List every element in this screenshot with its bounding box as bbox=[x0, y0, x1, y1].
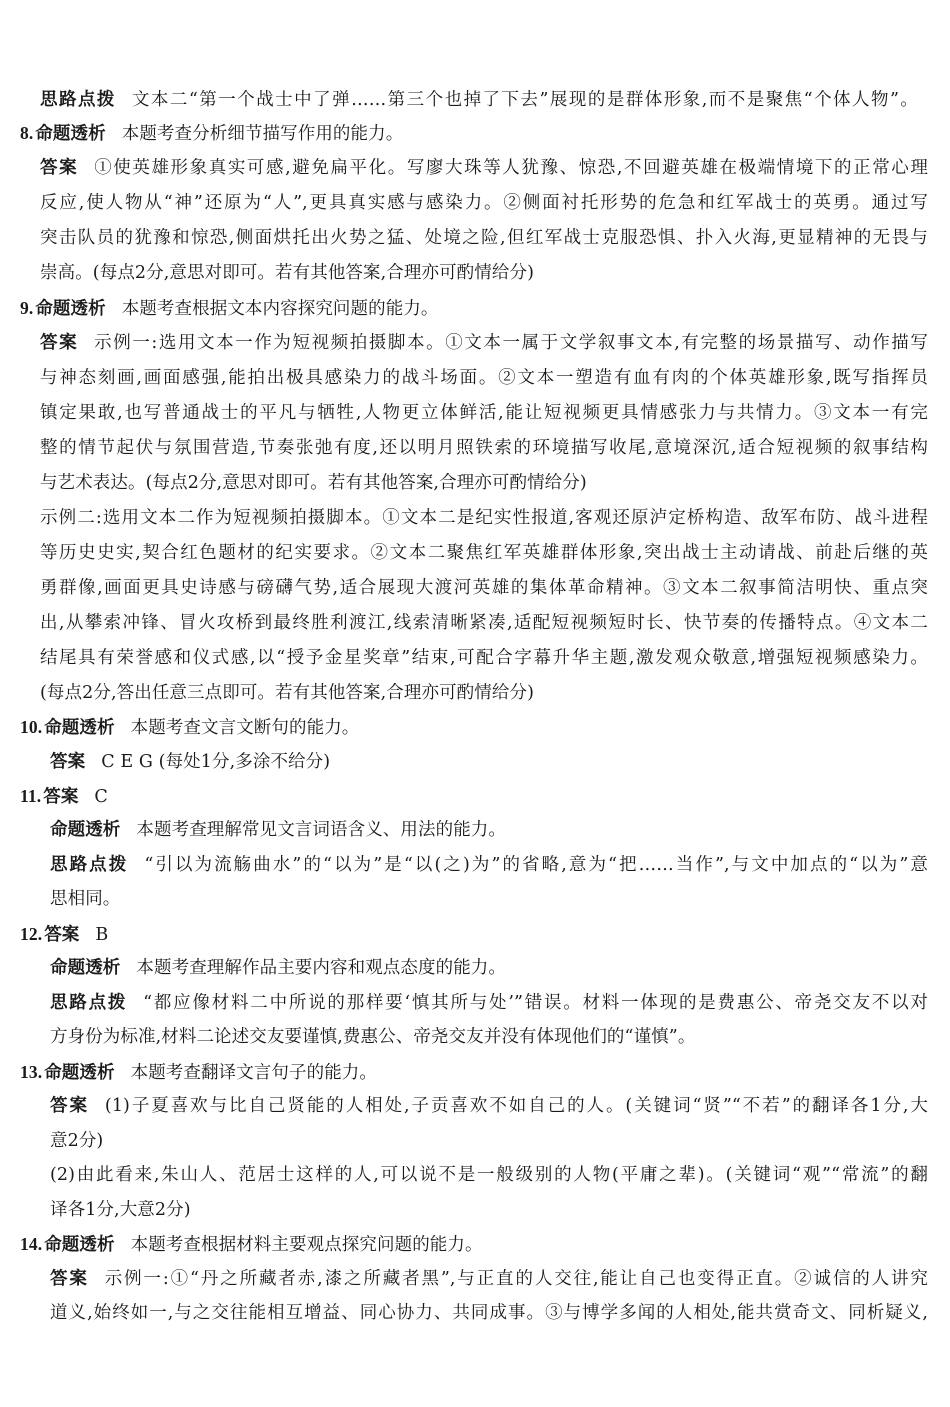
answer-line bbox=[40, 505, 928, 531]
section-label: 思路点拨 bbox=[50, 855, 129, 875]
text-run: 示例一:选用文本一作为短视频拍摄脚本。①文本一属于文学叙事文本,有完整的场景描写、动作描写 bbox=[94, 333, 928, 353]
text-run: “引以为流觞曲水”的“以为”是“以(之)为”的省略,意为“把……当作”,与文中加点的“以为”意 bbox=[144, 855, 928, 875]
text-run: 本题考查理解作品主要内容和观点态度的能力。 bbox=[136, 958, 507, 978]
answer-line bbox=[40, 190, 928, 216]
text-run: 反应,使人物从“神”还原为“人”,更具真实感与感染力。②侧面衬托形势的危急和红军战士的英勇。通过写 bbox=[40, 193, 928, 213]
answer-line bbox=[50, 1266, 928, 1292]
section-label: 命题透析 bbox=[35, 124, 106, 144]
section-label: 命题透析 bbox=[44, 718, 115, 738]
answer-choice: C bbox=[94, 787, 108, 807]
section-label: 命题透析 bbox=[44, 1063, 115, 1083]
text-run: 道义,始终如一,与之交往能相互增益、同心协力、共同成事。③与博学多闻的人相处,能共赏奇文、同析疑义, bbox=[50, 1303, 928, 1323]
text-run: 意2分) bbox=[50, 1131, 104, 1151]
question-8-header bbox=[20, 120, 403, 146]
answer-line bbox=[40, 400, 928, 426]
section-label: 答案 bbox=[40, 333, 79, 353]
question-number: 10. bbox=[20, 717, 43, 737]
text-run: 本题考查根据材料主要观点探究问题的能力。 bbox=[130, 1235, 483, 1255]
section-label: 答案 bbox=[40, 158, 79, 178]
answer-line bbox=[50, 886, 120, 912]
answer-line bbox=[40, 575, 928, 601]
answer-line bbox=[40, 470, 587, 496]
question-number: 12. bbox=[20, 924, 43, 944]
answer-line bbox=[40, 680, 534, 706]
question-11-header bbox=[20, 783, 108, 809]
text-run: 崇高。(每点2分,意思对即可。若有其他答案,合理亦可酌情给分) bbox=[40, 263, 535, 283]
question-number: 14. bbox=[20, 1234, 43, 1254]
question-number: 9. bbox=[20, 298, 34, 318]
section-label: 思路点拨 bbox=[50, 993, 128, 1013]
question-number: 13. bbox=[20, 1062, 43, 1082]
text-run: 勇群像,画面更具史诗感与磅礴气势,适合展现大渡河英雄的集体革命精神。③文本二叙事简洁明快、重点突 bbox=[40, 578, 928, 598]
answer-line bbox=[50, 1024, 695, 1050]
text-run: “都应像材料二中所说的那样要‘慎其所与处’”错误。材料一体现的是费惠公、帝尧交友不以对 bbox=[143, 993, 928, 1013]
answer-line bbox=[40, 225, 928, 251]
text-run: 结尾具有荣誉感和仪式感,以“授予金星奖章”结束,可配合字幕升华主题,激发观众敬意,增强短视频感染力。 bbox=[40, 648, 928, 668]
answer-line bbox=[40, 435, 928, 461]
answer-line bbox=[40, 330, 928, 356]
text-run: 方身份为标准,材料二论述交友要谨慎,费惠公、帝尧交友并没有体现他们的“谨慎”。 bbox=[50, 1027, 696, 1047]
thinking-hint-line bbox=[40, 87, 918, 113]
text-run: (1)子夏喜欢与比自己贤能的人相处,子贡喜欢不如自己的人。(关键词“贤”“不若”的翻译各1分,大 bbox=[104, 1096, 928, 1116]
answer-line bbox=[50, 955, 506, 981]
section-label: 命题透析 bbox=[50, 820, 121, 840]
answer-line bbox=[50, 1300, 928, 1326]
answer-line bbox=[40, 365, 928, 391]
text-run: C E G (每处1分,多涂不给分) bbox=[101, 752, 331, 772]
text-run: (2)由此看来,朱山人、范居士这样的人,可以说不是一般级别的人物(平庸之辈)。(关键词“观”“常流”的翻 bbox=[50, 1165, 928, 1185]
answer-line bbox=[50, 1197, 191, 1223]
text-run: 本题考查根据文本内容探究问题的能力。 bbox=[121, 299, 439, 319]
text-run: 镇定果敢,也写普通战士的平凡与牺牲,人物更立体鲜活,能让短视频更具情感张力与共情力。③文本一有完 bbox=[40, 403, 928, 423]
section-label: 答案 bbox=[43, 787, 79, 807]
answer-line bbox=[40, 260, 534, 286]
text-run: 本题考查翻译文言句子的能力。 bbox=[130, 1063, 377, 1083]
question-number: 8. bbox=[20, 123, 34, 143]
text-run: 与艺术表达。(每点2分,意思对即可。若有其他答案,合理亦可酌情给分) bbox=[40, 473, 587, 493]
section-label: 答案 bbox=[50, 752, 86, 772]
text-run: 本题考查理解常见文言词语含义、用法的能力。 bbox=[136, 820, 507, 840]
section-label: 答案 bbox=[50, 1096, 89, 1116]
answer-line bbox=[40, 610, 928, 636]
answer-line bbox=[50, 817, 506, 843]
question-10-header bbox=[20, 714, 359, 740]
text-run: 与神态刻画,画面感强,能拍出极具感染力的战斗场面。②文本一塑造有血有肉的个体英雄形象,既写指挥员 bbox=[40, 368, 928, 388]
answer-line bbox=[50, 749, 330, 775]
section-label: 命题透析 bbox=[50, 958, 121, 978]
text-run: (每点2分,答出任意三点即可。若有其他答案,合理亦可酌情给分) bbox=[40, 683, 535, 703]
answer-line bbox=[40, 155, 928, 181]
question-14-header bbox=[20, 1231, 483, 1257]
answer-line bbox=[50, 1162, 928, 1188]
answer-line bbox=[50, 990, 928, 1016]
section-label: 答案 bbox=[50, 1269, 89, 1289]
answer-line bbox=[50, 1093, 928, 1119]
text-run: 示例一:①“丹之所藏者赤,漆之所藏者黑”,与正直的人交往,能让自己也变得正直。②诚信的人讲究 bbox=[104, 1269, 929, 1289]
text-run: 突击队员的犹豫和惊恐,侧面烘托出火势之猛、处境之险,但红军战士克服恐惧、扑入火海,更显精神的无畏与 bbox=[40, 228, 928, 248]
text-run: 出,从攀索冲锋、冒火攻桥到最终胜利渡江,线索清晰紧凑,适配短视频短时长、快节奏的传播特点。④文本二 bbox=[40, 613, 928, 633]
text-run: 译各1分,大意2分) bbox=[50, 1200, 191, 1220]
section-label: 思路点拨 bbox=[40, 90, 116, 110]
question-number: 11. bbox=[20, 786, 42, 806]
section-label: 答案 bbox=[44, 925, 80, 945]
text-run: 思相同。 bbox=[50, 889, 121, 909]
answer-line bbox=[50, 1128, 103, 1154]
text-run: 等历史史实,契合红色题材的纪实要求。②文本二聚焦红军英雄群体形象,突出战士主动请战、前赴后继的英 bbox=[40, 543, 928, 563]
answer-choice: B bbox=[95, 925, 109, 945]
text-run: 本题考查分析细节描写作用的能力。 bbox=[121, 124, 404, 144]
text-run: 文本二“第一个战士中了弹……第三个也掉了下去”展现的是群体形象,而不是聚焦“个体人物”。 bbox=[131, 90, 919, 110]
answer-line bbox=[40, 645, 928, 671]
section-label: 命题透析 bbox=[35, 299, 106, 319]
text-run: 本题考查文言文断句的能力。 bbox=[130, 718, 360, 738]
text-run: 示例二:选用文本二作为短视频拍摄脚本。①文本二是纪实性报道,客观还原泸定桥构造、敌军布防、战斗进程 bbox=[40, 508, 928, 528]
answer-line bbox=[40, 540, 928, 566]
question-9-header bbox=[20, 295, 439, 321]
question-13-header bbox=[20, 1059, 377, 1085]
question-12-header bbox=[20, 921, 108, 947]
text-run: ①使英雄形象真实可感,避免扁平化。写廖大珠等人犹豫、惊恐,不回避英雄在极端情境下的正常心理 bbox=[94, 158, 928, 178]
text-run: 整的情节起伏与氛围营造,节奏张弛有度,还以明月照铁索的环境描写收尾,意境深沉,适合短视频的叙事结构 bbox=[40, 438, 928, 458]
section-label: 命题透析 bbox=[44, 1235, 115, 1255]
answer-line bbox=[50, 852, 928, 878]
